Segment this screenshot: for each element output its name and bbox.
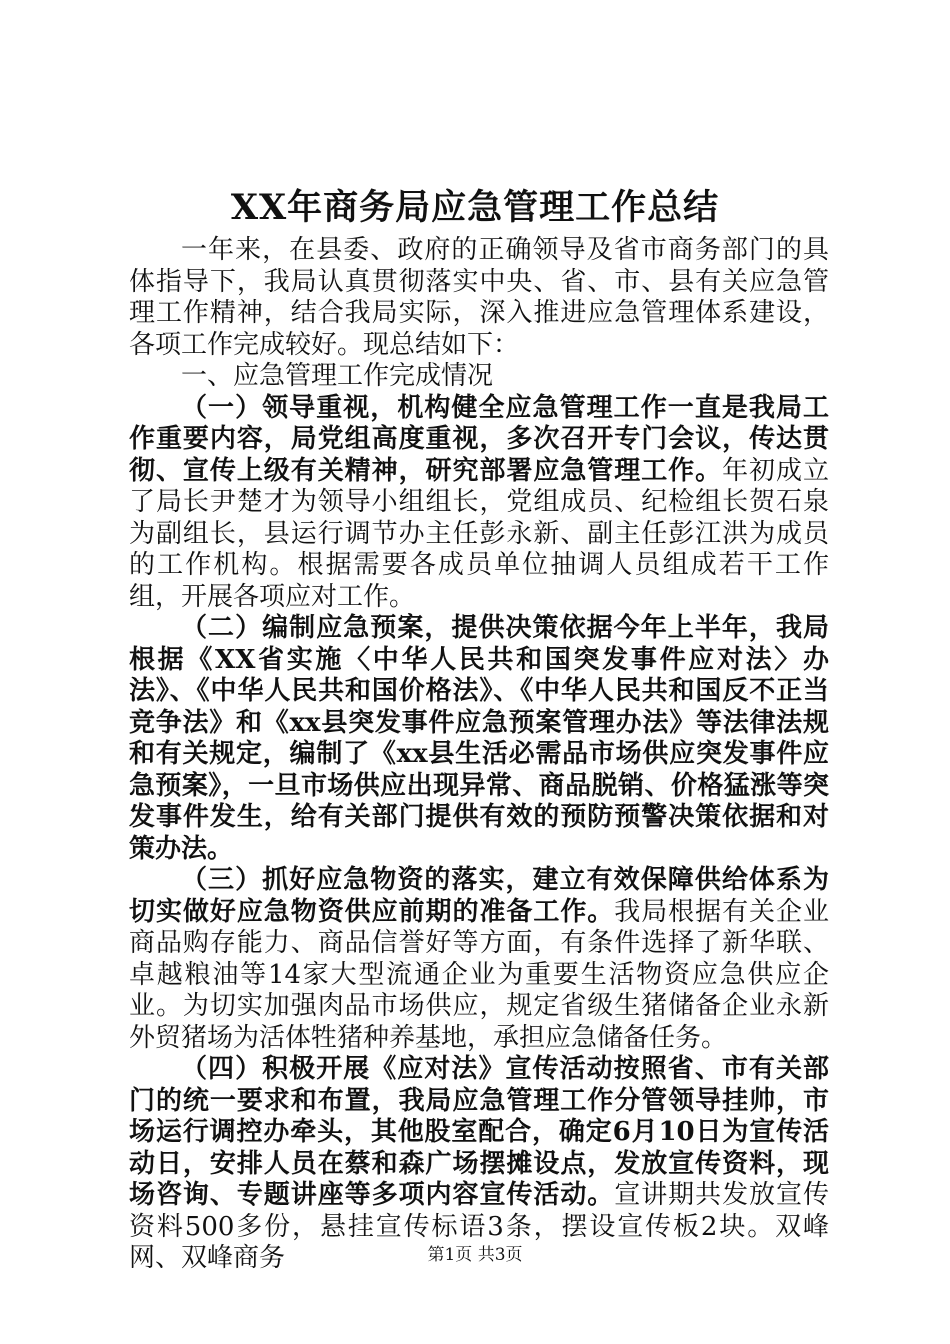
document-body: [129, 235, 829, 1275]
item-text-1: 年初成立了局长尹楚才为领导小组组长，党组成员、纪检组长贺石泉为副组长，县运行调节办主任彭永新、副主任彭江洪为成员的工作机构。根据需要各成员单位抽调人员组成若干工作组，开展各项应对工作。: [129, 455, 829, 612]
section-heading: 一、应急管理工作完成情况: [181, 361, 494, 391]
item-text-4: 宣讲期共发放宣传资料500多份，悬挂宣传标语3条，摆设宣传板2块。双峰网、双峰商务: [129, 1180, 829, 1273]
item-lead-2: （二）编制应急预案，提供决策依据今年上半年，我局根据《XX省实施〈中华人民共和国突发事件应对法〉办法》、《中华人民共和国价格法》、《中华人民共和国反不正当竞争法》和《xx县突发事件应急预案管理办法》等法律法规和有关规定，编制了《xx县生活必需品市场供应突发事件应急预案》，一旦市场供应出现异常、商品脱销、价格猛涨等突发事件发生，给有关部门提供有效的预防预警决策依据和对策办法。: [129, 613, 829, 864]
item-lead-1: （一）领导重视，机构健全应急管理工作一直是我局工作重要内容，局党组高度重视，多次召开专门会议，传达贯彻、宣传上级有关精神，研究部署应急管理工作。: [129, 392, 829, 486]
item-lead-4: （四）积极开展《应对法》宣传活动按照省、市有关部门的统一要求和布置，我局应急管理工作分管领导挂帅，市场运行调控办牵头，其他股室配合，确定6月10日为宣传活动日，安排人员在蔡和森广场摆摊设点，发放宣传资料，现场咨询、专题讲座等多项内容宣传活动。: [129, 1054, 829, 1210]
item-paragraph-4: [129, 1054, 829, 1275]
item-paragraph-1: [129, 393, 829, 614]
document-title: XX年商务局应急管理工作总结: [230, 187, 720, 228]
item-lead-3: （三）抓好应急物资的落实，建立有效保障供给体系为切实做好应急物资供应前期的准备工作。: [129, 865, 829, 927]
item-text-3: 我局根据有关企业商品购存能力、商品信誉好等方面，有条件选择了新华联、卓越粮油等14家大型流通企业为重要生活物资应急供应企业。为切实加强肉品市场供应，规定省级生猪储备企业永新外贸猪场为活体牲猪种养基地，承担应急储备任务。: [129, 896, 829, 1053]
item-paragraph-3: [129, 865, 829, 1054]
page-number-footer: 第1页 共3页: [427, 1245, 523, 1265]
item-paragraph-2: [129, 613, 829, 865]
intro-paragraph: 一年来，在县委、政府的正确领导及省市商务部门的具体指导下，我局认真贯彻落实中央、省、市、县有关应急管理工作精神，结合我局实际，深入推进应急管理体系建设，各项工作完成较好。现总结如下：: [129, 235, 829, 360]
